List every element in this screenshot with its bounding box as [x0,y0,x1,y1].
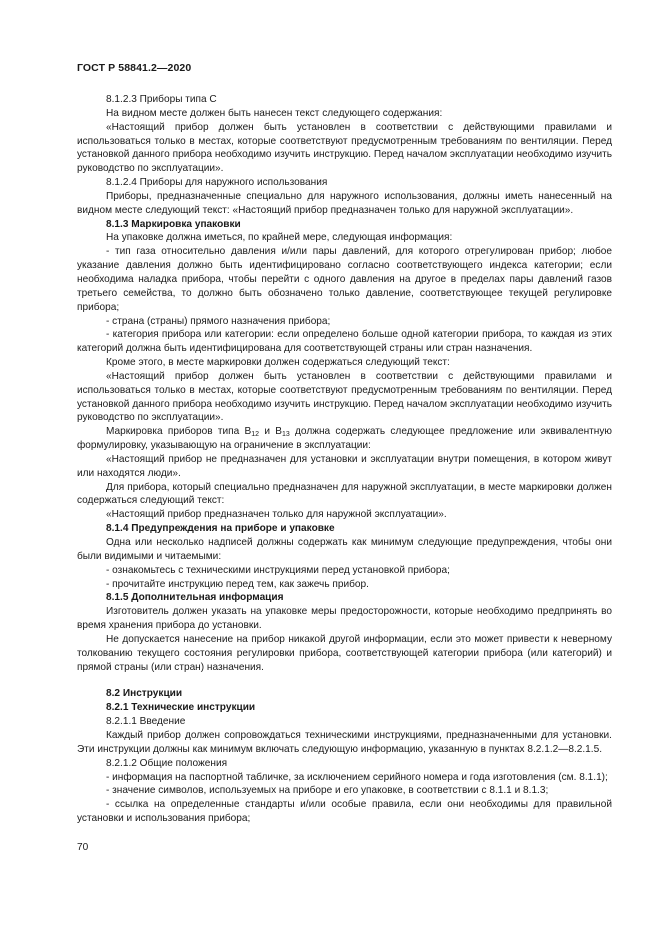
paragraph: «Настоящий прибор должен быть установлен в соответствии с действующими правилами и использоваться только в местах, которые соответствуют предусмотренным требованиям по вентиляции. Перед установкой данного прибора необходимо изучить инструкцию. Перед началом эксплуатации необходимо изучить руководство по эксплуатации». [77,370,612,424]
paragraph: Приборы, предназначенные специально для наружного использования, должны иметь нанесенный на видном месте следующий текст: «Настоящий прибор предназначен только для наружной эксплуатации». [77,190,612,216]
paragraph: «Настоящий прибор предназначен только для наружной эксплуатации». [106,509,447,521]
section-heading: 8.2.1 Технические инструкции [106,702,256,714]
paragraph: Каждый прибор должен сопровождаться техническими инструкциями, предназначенными для установки. Эти инструкции должны как минимум включать следующую информацию, указанную в пунктах 8.2.1.2—8.2.1.5. [77,729,612,755]
section-heading: 8.2 Инструкции [106,688,183,700]
paragraph: 8.1.2.3 Приборы типа С [106,94,217,105]
section-gap [77,674,612,687]
section-heading: 8.1.4 Предупреждения на приборе и упаковке [106,523,335,535]
document-body [77,93,612,826]
paragraph: - категория прибора или категории: если определено больше одной категории прибора, то каждая из этих категорий должна быть идентифицирована для соответствующей страны или стран назначения. [77,329,612,355]
paragraph: - ссылка на определенные стандарты и/или особые правила, если они необходимы для правильной установки и использования прибора; [77,799,612,825]
document-header: ГОСТ Р 58841.2—2020 [77,62,192,74]
page-number: 70 [77,842,89,853]
paragraph: Не допускается нанесение на прибор никакой другой информации, если это может привести к неверному толкованию текущего состояния регулировки прибора, соответствующей категории прибора (или категорий) и прямой страны (или стран) назначения. [77,633,612,673]
paragraph: Одна или несколько надписей должны содержать как минимум следующие предупреждения, чтобы они были видимыми и читаемыми: [77,537,612,562]
paragraph: «Настоящий прибор не предназначен для установки и эксплуатации внутри помещения, в котором живут или находятся люди». [77,453,612,479]
paragraph: На упаковке должна иметься, по крайней мере, следующая информация: [106,232,453,244]
paragraph: 8.1.2.4 Приборы для наружного использования [106,177,328,189]
paragraph: На видном месте должен быть нанесен текст следующего содержания: [106,107,443,119]
paragraph: Для прибора, который специально предназначен для наружной эксплуатации, в месте маркировки должен содержаться следующий текст: [77,481,612,507]
section-heading: 8.1.5 Дополнительная информация [106,592,284,604]
paragraph: - значение символов, используемых на приборе и его упаковке, в соответствии с 8.1.1 и 8.1.3; [106,785,549,797]
section-heading: 8.1.3 Маркировка упаковки [106,218,241,230]
paragraph: - тип газа относительно давления и/или пары давлений, для которого отрегулирован прибор; любое указание давления должно быть идентифицировано согласно соответствующего индекса категории; если необходима наладка прибора, чтобы перейти с одного давления на другое в пределах пары давлений газов третьего семейства, то должно быть обозначено только давление, соответствующее текущей регулировке прибора; [77,246,612,313]
paragraph: 8.2.1.2 Общие положения [106,757,228,769]
paragraph: 8.2.1.1 Введение [106,716,186,728]
paragraph: Кроме этого, в месте маркировки должен содержаться следующий текст: [106,357,450,369]
paragraph: Маркировка приборов типа $B_{12}$ и $B_{13}$ должна содержать следующее предложение или эквивалентную формулировку, указывающую на ограничение в эксплуатации: [77,426,612,452]
paragraph: - ознакомьтесь с техническими инструкциями перед установкой прибора; [106,564,450,576]
paragraph: - прочитайте инструкцию перед тем, как зажечь прибор. [106,578,369,590]
paragraph: - информация на паспортной табличке, за исключением серийного номера и года изготовления (см. 8.1.1); [106,771,608,783]
paragraph: Изготовитель должен указать на упаковке меры предосторожности, которые необходимо предпринять во время хранения прибора до установки. [77,606,612,632]
paragraph: - страна (страны) прямого назначения прибора; [106,315,331,327]
paragraph: «Настоящий прибор должен быть установлен в соответствии с действующими правилами и использоваться только в местах, которые соответствуют предусмотренным требованиям по вентиляции. Перед установкой данного прибора необходимо изучить инструкцию. Перед началом эксплуатации необходимо изучить руководство по эксплуатации». [77,121,612,175]
